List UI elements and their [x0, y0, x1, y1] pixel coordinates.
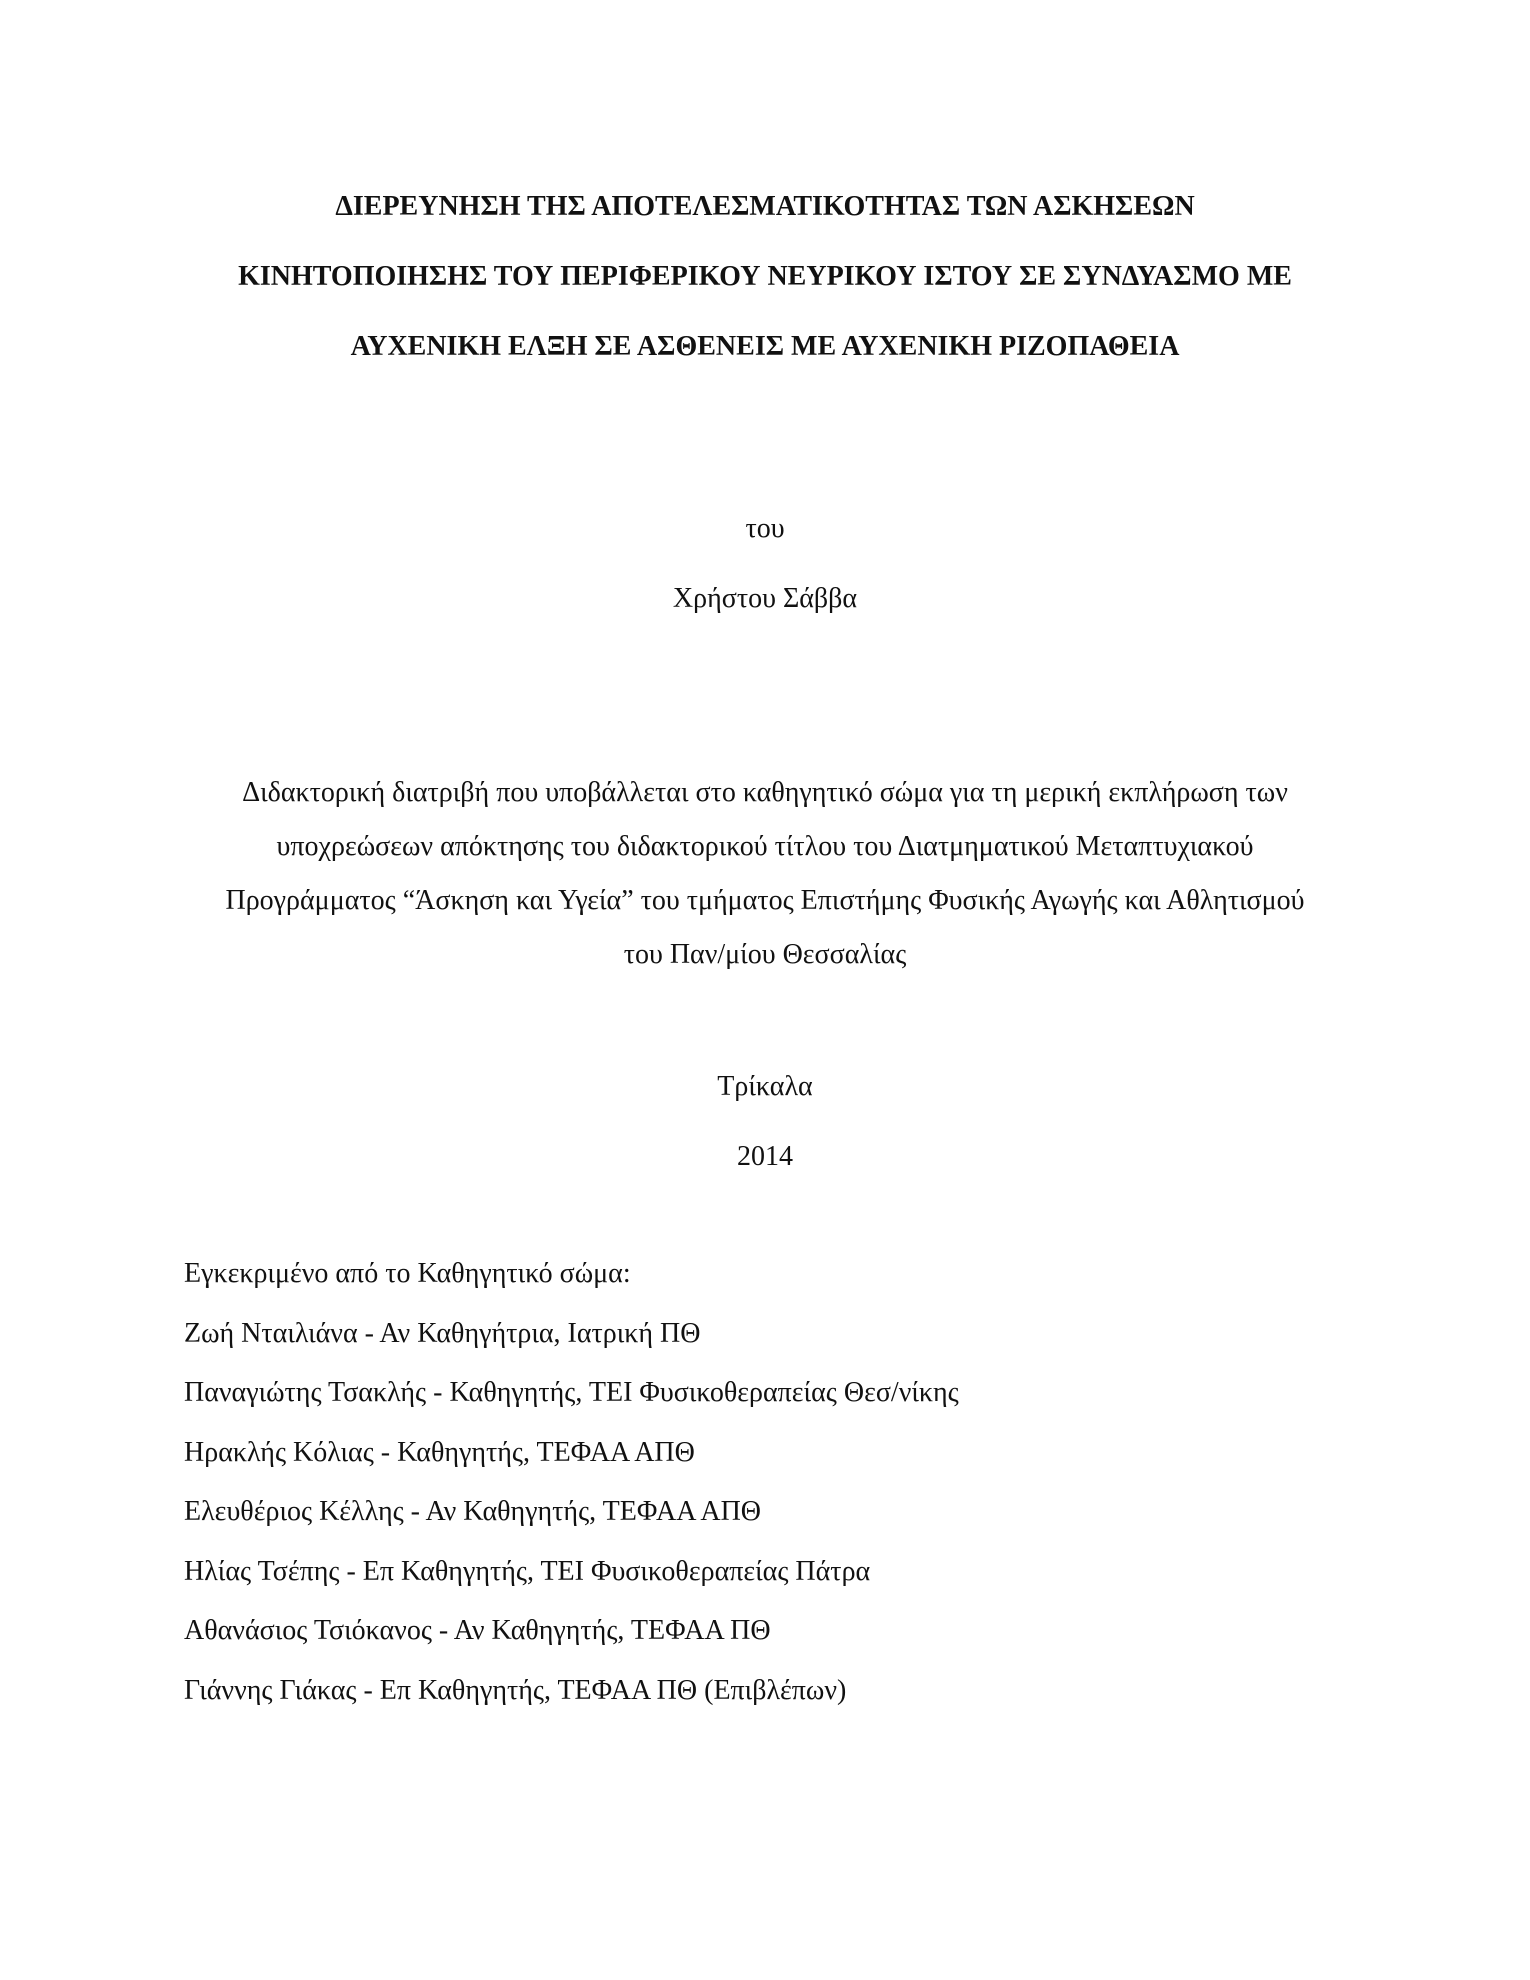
- description-line-3: Προγράμματος “Άσκηση και Υγεία” του τμήματος Επιστήμης Φυσικής Αγωγής και Αθλητισμού: [225, 885, 1305, 916]
- committee-heading: Εγκεκριμένο από το Καθηγητικό σώμα:: [184, 1258, 631, 1289]
- committee-member: Ηλίας Τσέπης - Επ Καθηγητής, ΤΕΙ Φυσικοθεραπείας Πάτρα: [184, 1555, 871, 1587]
- author-name: Χρήστου Σάββα: [672, 583, 858, 614]
- place: Τρίκαλα: [717, 1071, 813, 1102]
- title-line-3: ΑΥΧΕΝΙΚΗ ΕΛΞΗ ΣΕ ΑΣΘΕΝΕΙΣ ΜΕ ΑΥΧΕΝΙΚΗ ΡΙΖΟΠΑΘΕΙΑ: [350, 331, 1180, 362]
- thesis-title: [0, 172, 1530, 382]
- place-date-block: [0, 1052, 1530, 1192]
- title-line-1: ΔΙΕΡΕΥΝΗΣΗ ΤΗΣ ΑΠΟΤΕΛΕΣΜΑΤΙΚΟΤΗΤΑΣ ΤΩΝ ΑΣΚΗΣΕΩΝ: [335, 191, 1195, 222]
- committee-member: Ηρακλής Κόλιας - Καθηγητής, ΤΕΦΑΑ ΑΠΘ: [184, 1436, 695, 1468]
- committee-block: [184, 1244, 959, 1720]
- title-line-2: ΚΙΝΗΤΟΠΟΙΗΣΗΣ ΤΟΥ ΠΕΡΙΦΕΡΙΚΟΥ ΝΕΥΡΙΚΟΥ ΙΣΤΟΥ ΣΕ ΣΥΝΔΥΑΣΜΟ ΜΕ: [238, 261, 1292, 292]
- description-line-2: υποχρεώσεων απόκτησης του διδακτορικού τίτλου του Διατμηματικού Μεταπτυχιακού: [276, 831, 1254, 862]
- committee-member: Γιάννης Γιάκας - Επ Καθηγητής, ΤΕΦΑΑ ΠΘ (Επιβλέπων): [184, 1674, 847, 1706]
- committee-member: Ελευθέριος Κέλλης - Αν Καθηγητής, ΤΕΦΑΑ ΑΠΘ: [184, 1496, 762, 1527]
- description-line-4: του Παν/μίου Θεσσαλίας: [623, 939, 907, 970]
- description-line-1: Διδακτορική διατριβή που υποβάλλεται στο καθηγητικό σώμα για τη μερική εκπλήρωση των: [242, 777, 1288, 808]
- committee-member: Παναγιώτης Τσακλής - Καθηγητής, ΤΕΙ Φυσικοθεραπείας Θεσ/νίκης: [184, 1377, 959, 1408]
- author-prefix: του: [745, 513, 785, 544]
- author-block: [0, 494, 1530, 634]
- year: 2014: [737, 1141, 793, 1172]
- committee-member: Αθανάσιος Τσιόκανος - Αν Καθηγητής, ΤΕΦΑΑ ΠΘ: [184, 1615, 771, 1646]
- committee-member: Ζωή Νταιλιάνα - Αν Καθηγήτρια, Ιατρική ΠΘ: [184, 1317, 701, 1349]
- thesis-description: [0, 766, 1530, 982]
